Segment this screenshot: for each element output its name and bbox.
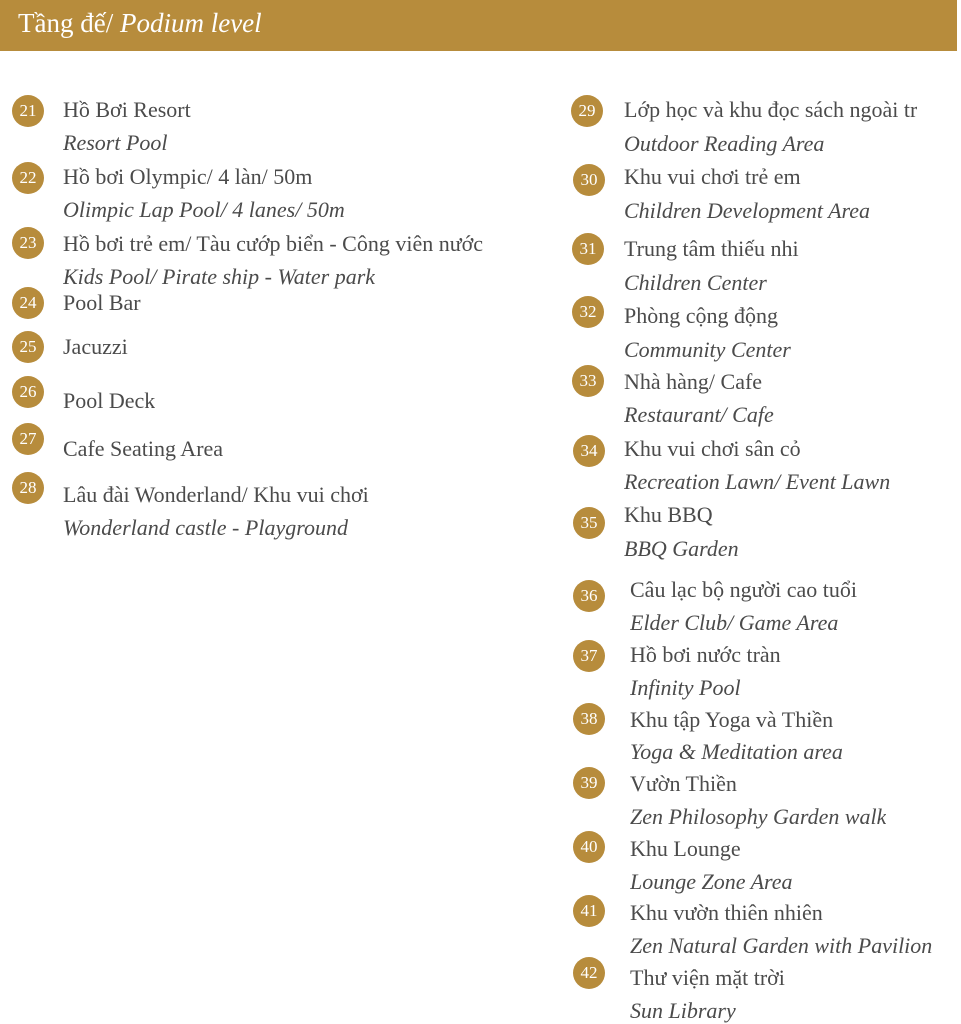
item-label-en: Yoga & Meditation area bbox=[630, 739, 843, 764]
item-label-en: Zen Philosophy Garden walk bbox=[630, 804, 887, 829]
number-badge: 35 bbox=[573, 507, 605, 539]
item-label-vi: Khu BBQ bbox=[624, 502, 713, 527]
number-badge: 40 bbox=[573, 831, 605, 863]
item-label-en: Wonderland castle - Playground bbox=[63, 515, 348, 540]
number-badge: 41 bbox=[573, 895, 605, 927]
item-label-en: Resort Pool bbox=[63, 130, 168, 155]
number-badge: 31 bbox=[572, 233, 604, 265]
item-label-vi: Khu Lounge bbox=[630, 836, 741, 861]
item-label-vi: Vườn Thiền bbox=[630, 771, 737, 796]
item-label-vi: Câu lạc bộ người cao tuổi bbox=[630, 577, 858, 602]
number-badge: 29 bbox=[571, 95, 603, 127]
item-label-vi: Trung tâm thiếu nhi bbox=[624, 236, 799, 261]
number-badge: 38 bbox=[573, 703, 605, 735]
item-label-en: Restaurant/ Cafe bbox=[624, 402, 774, 427]
item-label-vi: Jacuzzi bbox=[63, 334, 128, 359]
number-badge: 21 bbox=[12, 95, 44, 127]
item-label-en: Sun Library bbox=[630, 998, 736, 1023]
item-label-vi: Hồ bơi trẻ em/ Tàu cướp biển - Công viên nước bbox=[63, 231, 484, 256]
item-label-en: Outdoor Reading Area bbox=[624, 131, 825, 156]
item-label-en: Children Center bbox=[624, 270, 767, 295]
item-label-en: BBQ Garden bbox=[624, 536, 739, 561]
number-badge: 27 bbox=[12, 423, 44, 455]
item-label-vi: Phòng cộng động bbox=[624, 303, 778, 328]
item-label-vi: Nhà hàng/ Cafe bbox=[624, 369, 763, 394]
item-label-vi: Khu tập Yoga và Thiền bbox=[630, 707, 834, 732]
item-label-vi: Khu vườn thiên nhiên bbox=[630, 900, 823, 925]
item-label-en: Olimpic Lap Pool/ 4 lanes/ 50m bbox=[63, 197, 345, 222]
item-label-en: Recreation Lawn/ Event Lawn bbox=[624, 469, 891, 494]
number-badge: 42 bbox=[573, 957, 605, 989]
number-badge: 39 bbox=[573, 767, 605, 799]
item-label-vi: Hồ bơi Olympic/ 4 làn/ 50m bbox=[63, 164, 313, 189]
item-label-vi: Thư viện mặt trời bbox=[630, 965, 785, 990]
item-label-en: Elder Club/ Game Area bbox=[630, 610, 839, 635]
item-label-en: Zen Natural Garden with Pavilion bbox=[630, 933, 933, 958]
number-badge: 37 bbox=[573, 640, 605, 672]
number-badge: 33 bbox=[572, 365, 604, 397]
item-label-vi: Hồ bơi nước tràn bbox=[630, 642, 781, 667]
number-badge: 26 bbox=[12, 376, 44, 408]
item-label-en: Community Center bbox=[624, 337, 791, 362]
item-label-vi: Lớp học và khu đọc sách ngoài tr bbox=[624, 97, 918, 122]
item-label-en: Infinity Pool bbox=[630, 675, 741, 700]
item-label-vi: Pool Deck bbox=[63, 388, 156, 413]
number-badge: 24 bbox=[12, 287, 44, 319]
title-en: Podium level bbox=[119, 8, 262, 38]
item-label-vi: Khu vui chơi sân cỏ bbox=[624, 436, 801, 461]
item-label-en: Lounge Zone Area bbox=[630, 869, 793, 894]
item-label-en: Children Development Area bbox=[624, 198, 871, 223]
item-label-vi: Lâu đài Wonderland/ Khu vui chơi bbox=[63, 482, 369, 507]
item-label-vi: Pool Bar bbox=[63, 290, 141, 315]
number-badge: 34 bbox=[573, 435, 605, 467]
number-badge: 28 bbox=[12, 472, 44, 504]
item-label-en: Kids Pool/ Pirate ship - Water park bbox=[63, 264, 376, 289]
number-badge: 36 bbox=[573, 580, 605, 612]
number-badge: 25 bbox=[12, 331, 44, 363]
number-badge: 32 bbox=[572, 296, 604, 328]
item-label-vi: Khu vui chơi trẻ em bbox=[624, 164, 801, 189]
title-vi: Tầng đế/ bbox=[18, 8, 114, 38]
header-bar bbox=[0, 0, 957, 51]
page-title bbox=[18, 8, 262, 39]
number-badge: 23 bbox=[12, 227, 44, 259]
item-label-vi: Hồ Bơi Resort bbox=[63, 97, 191, 122]
number-badge: 22 bbox=[12, 162, 44, 194]
number-badge: 30 bbox=[573, 164, 605, 196]
item-label-vi: Cafe Seating Area bbox=[63, 436, 224, 461]
